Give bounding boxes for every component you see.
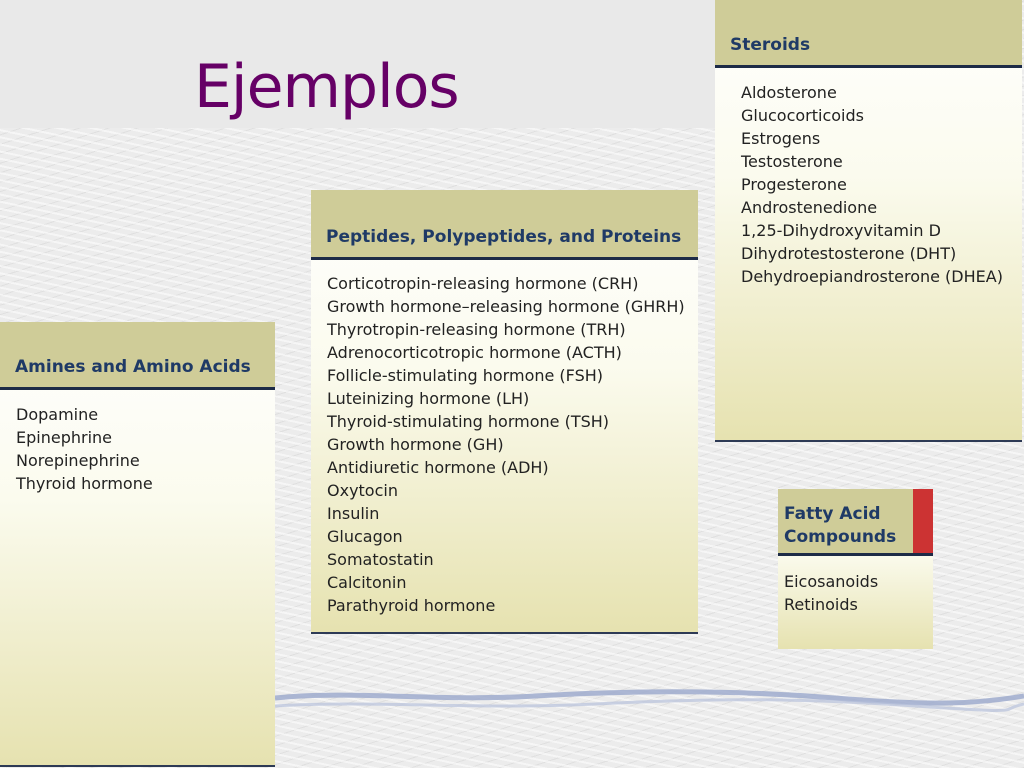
list-item: Eicosanoids bbox=[784, 572, 879, 591]
list-item: Retinoids bbox=[784, 595, 858, 614]
list-item: Epinephrine bbox=[16, 428, 112, 447]
amines-panel bbox=[0, 322, 275, 767]
list-item: Oxytocin bbox=[327, 481, 398, 500]
fatty-acid-list bbox=[784, 570, 878, 616]
list-item: Glucagon bbox=[327, 527, 403, 546]
list-item: Corticotropin-releasing hormone (CRH) bbox=[327, 274, 639, 293]
list-item: Calcitonin bbox=[327, 573, 407, 592]
steroids-panel bbox=[715, 0, 1022, 442]
fatty-acid-heading-line1: Fatty Acid bbox=[784, 504, 881, 524]
list-item: Testosterone bbox=[741, 152, 843, 171]
list-item: Adrenocorticotropic hormone (ACTH) bbox=[327, 343, 622, 362]
list-item: Luteinizing hormone (LH) bbox=[327, 389, 530, 408]
steroids-heading: Steroids bbox=[730, 35, 811, 55]
list-item: Growth hormone (GH) bbox=[327, 435, 504, 454]
list-item: Dihydrotestosterone (DHT) bbox=[741, 244, 957, 263]
fatty-acid-header bbox=[778, 489, 913, 556]
list-item: Thyroid hormone bbox=[16, 474, 153, 493]
header-rule bbox=[778, 553, 933, 556]
list-item: Antidiuretic hormone (ADH) bbox=[327, 458, 549, 477]
list-item: 1,25-Dihydroxyvitamin D bbox=[741, 221, 941, 240]
red-accent-bar bbox=[913, 489, 933, 553]
list-item: Dehydroepiandrosterone (DHEA) bbox=[741, 267, 1003, 286]
amines-header bbox=[0, 322, 275, 390]
list-item: Norepinephrine bbox=[16, 451, 140, 470]
peptides-list bbox=[327, 272, 685, 617]
decorative-wave bbox=[275, 688, 1024, 718]
peptides-header bbox=[311, 190, 698, 260]
amines-heading: Amines and Amino Acids bbox=[15, 357, 251, 377]
peptides-panel bbox=[311, 190, 698, 634]
list-item: Somatostatin bbox=[327, 550, 434, 569]
list-item: Growth hormone–releasing hormone (GHRH) bbox=[327, 297, 685, 316]
list-item: Aldosterone bbox=[741, 83, 837, 102]
fatty-acid-heading-line2: Compounds bbox=[784, 527, 897, 547]
list-item: Follicle-stimulating hormone (FSH) bbox=[327, 366, 604, 385]
amines-list bbox=[16, 403, 153, 495]
list-item: Androstenedione bbox=[741, 198, 878, 217]
list-item: Glucocorticoids bbox=[741, 106, 864, 125]
list-item: Thyrotropin-releasing hormone (TRH) bbox=[327, 320, 626, 339]
list-item: Progesterone bbox=[741, 175, 847, 194]
steroids-header bbox=[715, 0, 1022, 68]
list-item: Parathyroid hormone bbox=[327, 596, 496, 615]
fatty-acid-heading bbox=[784, 503, 896, 549]
list-item: Thyroid-stimulating hormone (TSH) bbox=[327, 412, 610, 431]
peptides-heading: Peptides, Polypeptides, and Proteins bbox=[326, 227, 682, 247]
list-item: Dopamine bbox=[16, 405, 99, 424]
list-item: Insulin bbox=[327, 504, 380, 523]
slide-title: Ejemplos bbox=[194, 52, 459, 122]
fatty-acid-panel bbox=[778, 489, 933, 649]
steroids-list bbox=[741, 81, 1003, 288]
list-item: Estrogens bbox=[741, 129, 821, 148]
